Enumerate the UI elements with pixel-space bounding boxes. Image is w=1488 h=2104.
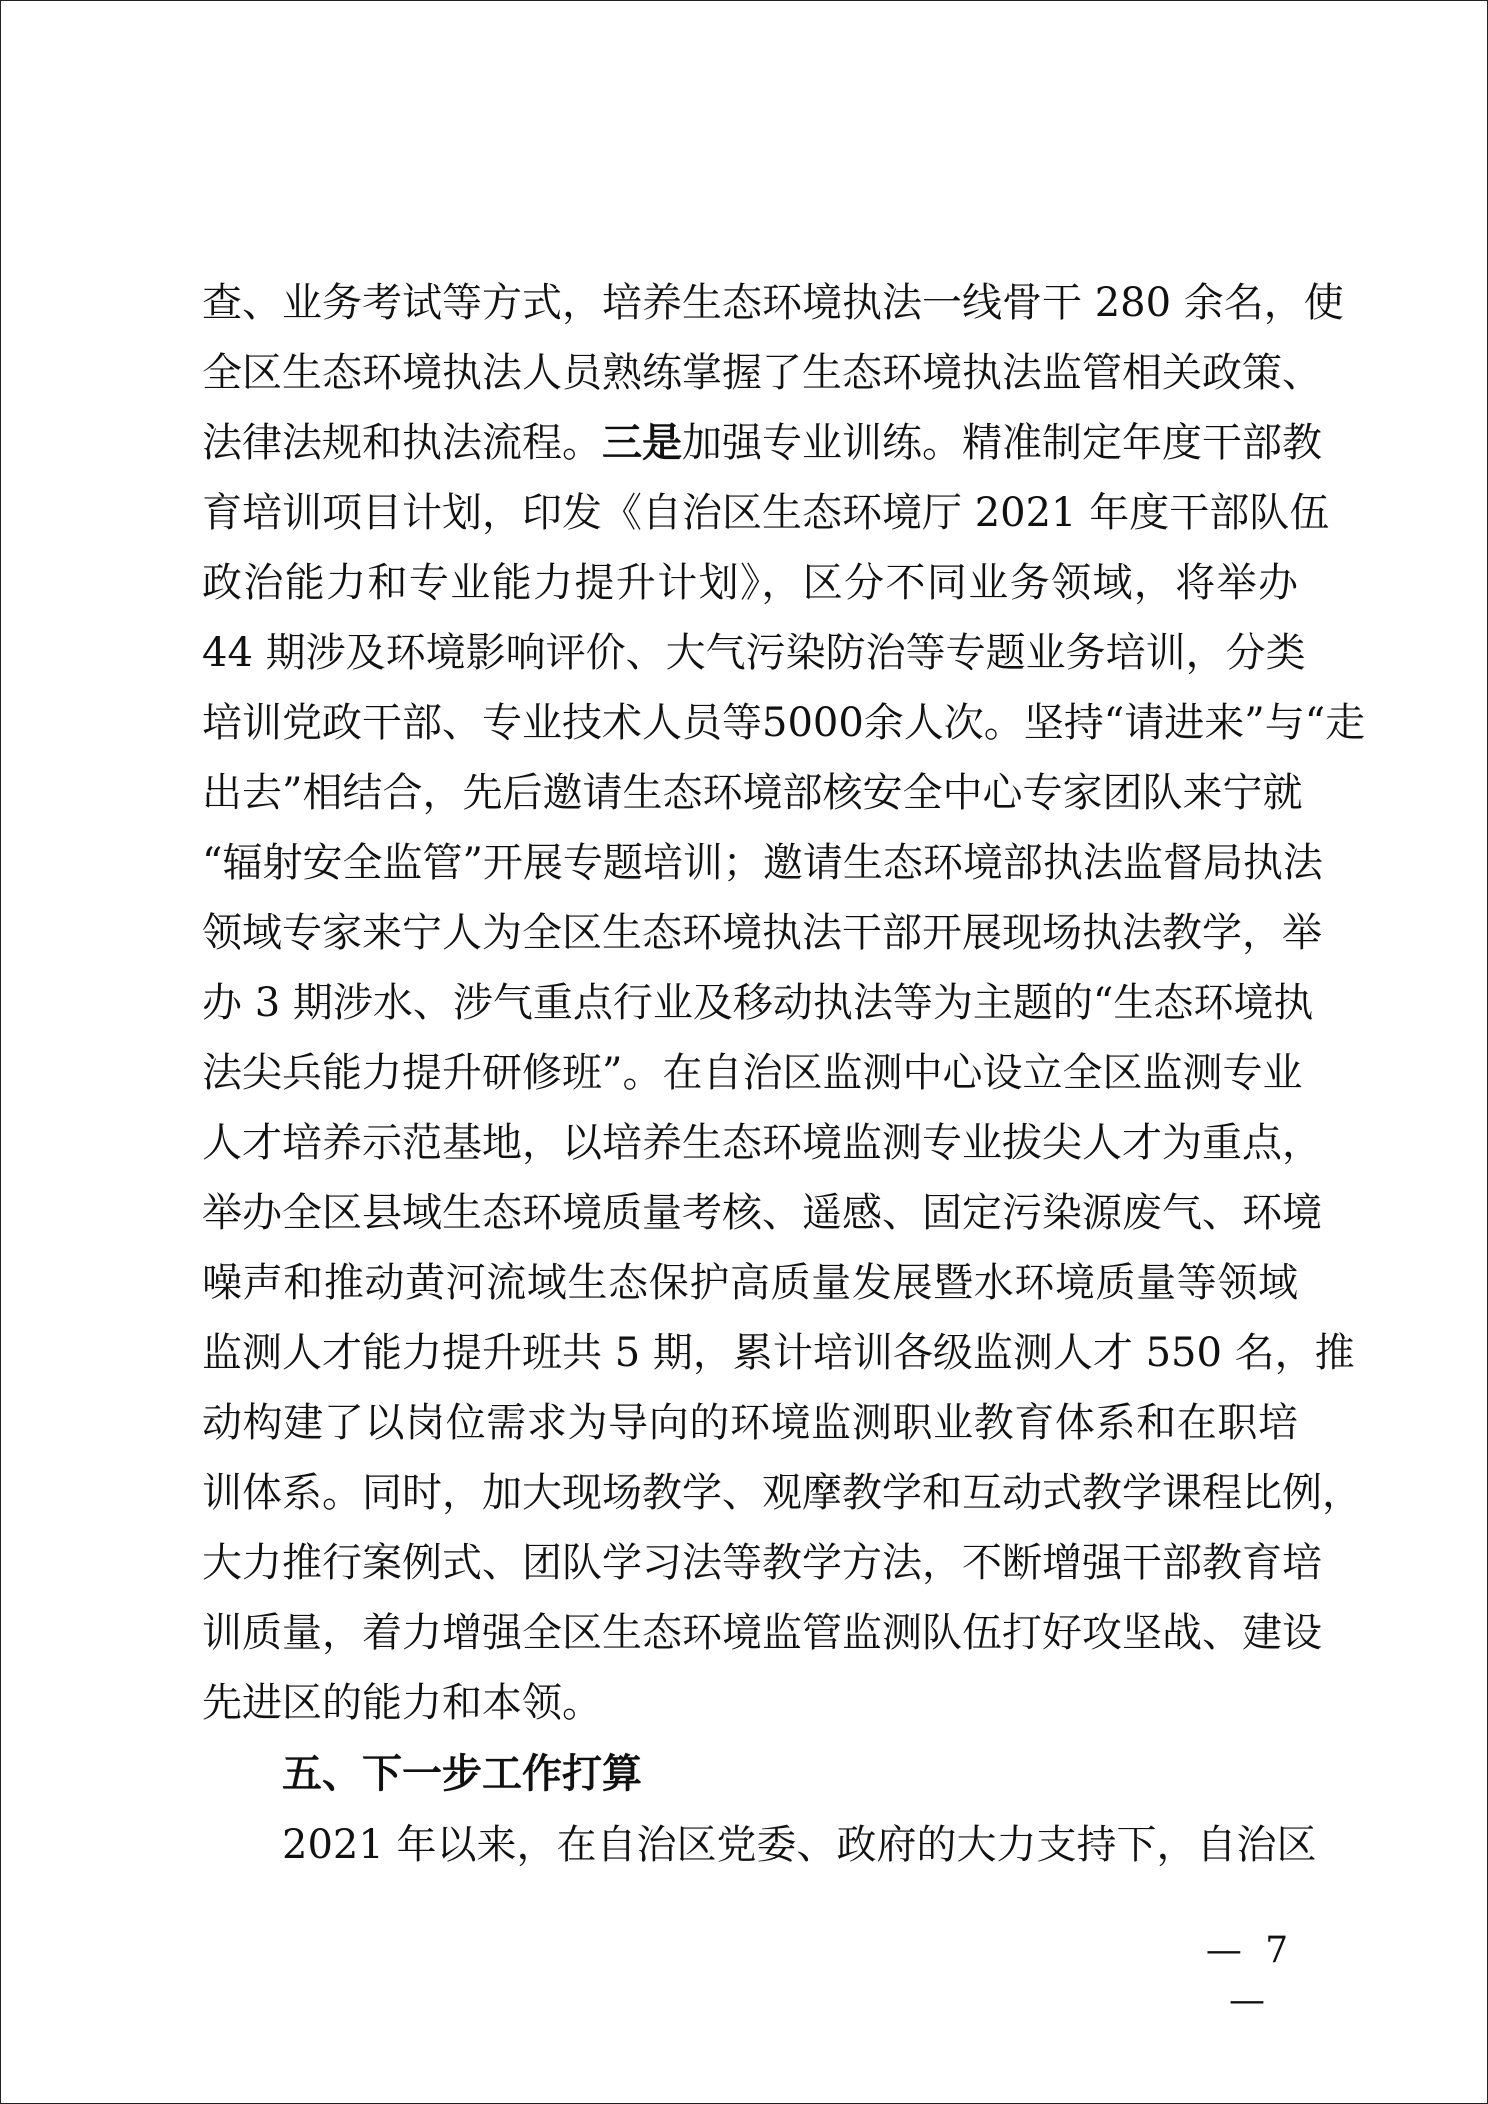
text-line [202,408,1322,478]
paragraph-next-steps [202,1810,1317,1880]
text-fragment: 法律法规和执法流程。 [202,420,602,466]
text-line: 出去”相结合，先后邀请生态环境部核安全中心专家团队来宁就 [202,770,1303,816]
text-line: 领域专家来宁人为全区生态环境执法干部开展现场执法教学，举 [202,910,1322,956]
text-line: 44 期涉及环境影响评价、大气污染防治等专题业务培训，分类 [202,630,1306,676]
text-line: 动构建了以岗位需求为导向的环境监测职业教育体系和在职培 [202,1400,1298,1446]
text-line: 训体系。同时，加大现场教学、观摩教学和互动式教学课程比例， [202,1470,1362,1516]
text-line: 培训党政干部、专业技术人员等5000余人次。坚持“请进来”与“走 [202,700,1366,746]
page-number: — 7 — [1205,1930,1295,2021]
document-body [202,268,1366,1880]
text-line: 监测人才能力提升班共 5 期，累计培训各级监测人才 550 名，推 [202,1330,1355,1376]
text-line: 政治能力和专业能力提升计划》，区分不同业务领域，将举办 [202,560,1298,606]
text-line: 育培训项目计划，印发《自治区生态环境厅 2021 年度干部队伍 [202,490,1330,536]
paragraph-training [202,268,1366,1738]
section-heading: 五、下一步工作打算 [282,1751,642,1797]
text-line: 举办全区县域生态环境质量考核、遥感、固定污染源废气、环境 [202,1190,1322,1236]
text-line: 查、业务考试等方式，培养生态环境执法一线骨干 280 余名，使 [202,280,1344,326]
text-line: 噪声和推动黄河流域生态保护高质量发展暨水环境质量等领域 [202,1260,1298,1306]
text-line: “辐射安全监管”开展专题培训；邀请生态环境部执法监督局执法 [202,840,1323,886]
text-fragment: 加强专业训练。精准制定年度干部教 [682,420,1322,466]
text-line: 训质量，着力增强全区生态环境监管监测队伍打好攻坚战、建设 [202,1610,1322,1656]
text-line: 2021 年以来，在自治区党委、政府的大力支持下，自治区 [282,1822,1317,1868]
text-line: 办 3 期涉水、涉气重点行业及移动执法等为主题的“生态环境执 [202,980,1314,1026]
text-line: 先进区的能力和本领。 [202,1680,602,1726]
bold-emphasis: 三是 [602,420,682,466]
text-line: 全区生态环境执法人员熟练掌握了生态环境执法监管相关政策、 [202,350,1322,396]
text-line: 大力推行案例式、团队学习法等教学方法，不断增强干部教育培 [202,1540,1322,1586]
text-line: 法尖兵能力提升研修班”。在自治区监测中心设立全区监测专业 [202,1050,1303,1096]
text-line: 人才培养示范基地，以培养生态环境监测专业拔尖人才为重点， [202,1120,1322,1166]
